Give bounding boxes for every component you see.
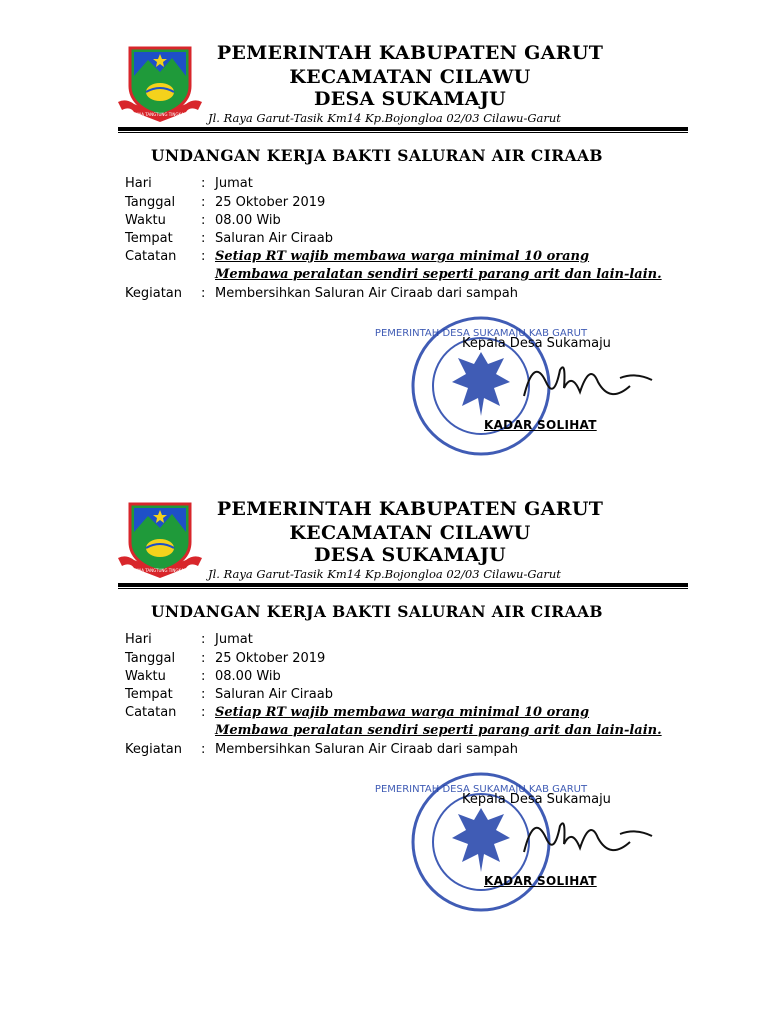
field-day: Hari : Jumat: [125, 176, 253, 191]
header-rule-thick: [118, 127, 688, 131]
garut-regency-logo-icon: [116, 498, 204, 580]
field-activity: Kegiatan : Membersihkan Saluran Air Ciraab dari sampah: [125, 286, 518, 301]
header-village: DESA SUKAMAJU: [313, 544, 507, 566]
invitation-letter-1: [0, 0, 768, 456]
field-place: Tempat : Saluran Air Ciraab: [125, 687, 333, 702]
svg-text:PEMERINTAH DESA SUKAMAJU KAB G: PEMERINTAH DESA SUKAMAJU KAB GARUT: [374, 328, 588, 339]
field-date: Tanggal : 25 Oktober 2019: [125, 651, 326, 666]
field-place: Tempat : Saluran Air Ciraab: [125, 231, 333, 246]
header-government: PEMERINTAH KABUPATEN GARUT: [216, 42, 604, 64]
svg-text:PEMERINTAH DESA SUKAMAJU KAB G: PEMERINTAH DESA SUKAMAJU KAB GARUT: [374, 784, 588, 795]
svg-text:DINA TANGTUNG TINGKAL: DINA TANGTUNG TINGKAL: [133, 112, 187, 117]
header-village: DESA SUKAMAJU: [313, 88, 507, 110]
header-rule-thick: [118, 583, 688, 587]
field-activity: Kegiatan : Membersihkan Saluran Air Ciraab dari sampah: [125, 742, 518, 757]
header-rule-thin: [118, 588, 688, 589]
field-date: Tanggal : 25 Oktober 2019: [125, 195, 326, 210]
field-note: Catatan :: [125, 705, 206, 720]
header-address: Jl. Raya Garut-Tasik Km14 Kp.Bojongloa 02/03 Cilawu-Garut: [208, 567, 561, 581]
letter-title: UNDANGAN KERJA BAKTI SALURAN AIR CIRAAB: [151, 602, 603, 621]
header-government: PEMERINTAH KABUPATEN GARUT: [216, 498, 604, 520]
signer-name: KADAR SOLIHAT: [484, 874, 597, 888]
field-time: Waktu : 08.00 Wib: [125, 213, 281, 228]
note-line-1: Setiap RT wajib membawa warga minimal 10 orang: [215, 249, 590, 264]
letter-title: UNDANGAN KERJA BAKTI SALURAN AIR CIRAAB: [151, 146, 603, 165]
signer-title: Kepala Desa Sukamaju: [462, 792, 611, 807]
field-time: Waktu : 08.00 Wib: [125, 669, 281, 684]
header-district: KECAMATAN CILAWU: [289, 66, 531, 88]
svg-text:DINA TANGTUNG TINGKAL: DINA TANGTUNG TINGKAL: [133, 568, 187, 573]
header-district: KECAMATAN CILAWU: [289, 522, 531, 544]
invitation-letter-2: [0, 456, 768, 912]
header-rule-thin: [118, 132, 688, 133]
signer-title: Kepala Desa Sukamaju: [462, 336, 611, 351]
garut-regency-logo-icon: [116, 42, 204, 124]
field-day: Hari : Jumat: [125, 632, 253, 647]
note-line-1: Setiap RT wajib membawa warga minimal 10 orang: [215, 705, 590, 720]
handwritten-signature-icon: [520, 808, 670, 868]
signer-name: KADAR SOLIHAT: [484, 418, 597, 432]
note-line-2: Membawa peralatan sendiri seperti parang arit dan lain-lain.: [215, 267, 662, 282]
field-note: Catatan :: [125, 249, 206, 264]
note-line-2: Membawa peralatan sendiri seperti parang arit dan lain-lain.: [215, 723, 662, 738]
handwritten-signature-icon: [520, 352, 670, 412]
header-address: Jl. Raya Garut-Tasik Km14 Kp.Bojongloa 02/03 Cilawu-Garut: [208, 111, 561, 125]
